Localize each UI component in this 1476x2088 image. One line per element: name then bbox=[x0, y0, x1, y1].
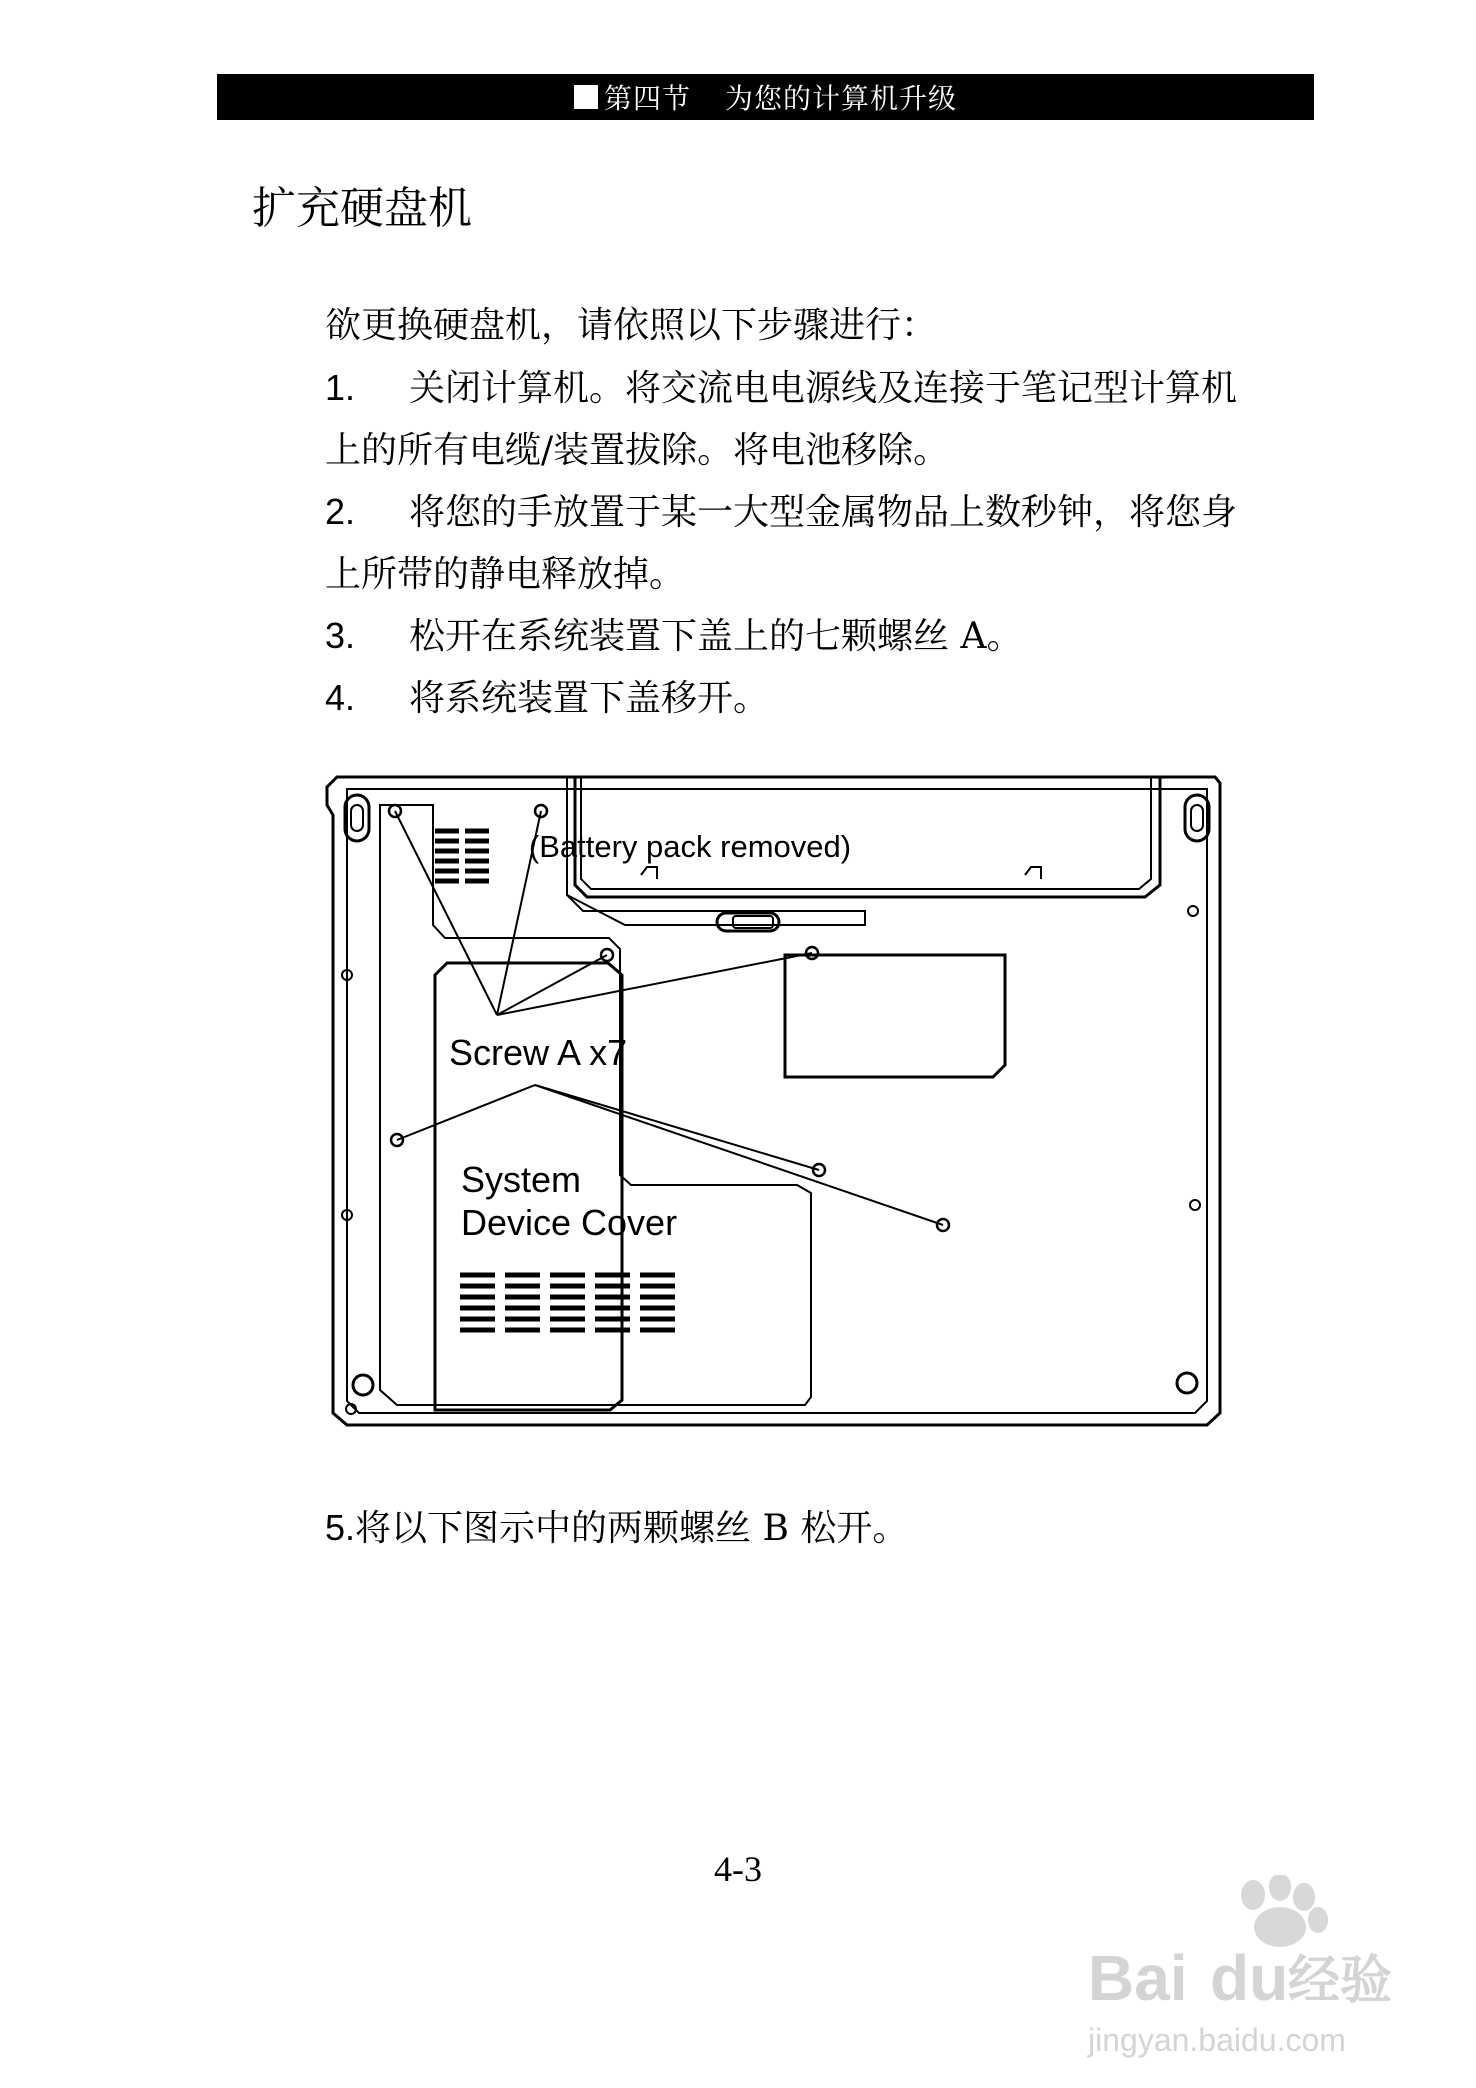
bottom-vents bbox=[460, 1275, 675, 1330]
step-text: 将以下图示中的两颗螺丝 B 松开。 bbox=[355, 1508, 909, 1549]
section-header-bar bbox=[217, 74, 1314, 120]
page-title: 扩充硬盘机 bbox=[252, 183, 472, 234]
screw-a-label: Screw A x7 bbox=[449, 1032, 628, 1073]
watermark-url: jingyan.baidu.com bbox=[1088, 2022, 1346, 2058]
step-number: 1. bbox=[325, 367, 356, 408]
intro-text: 欲更换硬盘机，请依照以下步骤进行： bbox=[325, 305, 938, 346]
hdd-panel bbox=[785, 955, 1005, 1077]
step-text-cont: 上的所有电缆/装置拔除。将电池移除。 bbox=[325, 430, 950, 471]
section-number: 第四节 bbox=[603, 82, 691, 115]
step-number: 5. bbox=[325, 1507, 356, 1548]
step-text: 将您的手放置于某一大型金属物品上数秒钟，将您身 bbox=[409, 492, 1238, 533]
watermark-brand-cn: 经验 bbox=[1288, 1952, 1393, 2010]
step-3 bbox=[325, 605, 1325, 668]
paw-icon bbox=[1241, 1875, 1328, 1947]
cover-label-line2: Device Cover bbox=[461, 1202, 678, 1243]
cover-label-line1: System bbox=[461, 1159, 582, 1200]
step-number: 3. bbox=[325, 615, 356, 656]
top-vents bbox=[435, 831, 489, 881]
page-number: 4-3 bbox=[714, 1849, 762, 1889]
section-title: 为您的计算机升级 bbox=[725, 82, 958, 115]
step-text-cont: 上所带的静电释放掉。 bbox=[325, 554, 686, 595]
watermark-brand-du: du bbox=[1210, 1942, 1289, 2014]
step-number: 2. bbox=[325, 491, 356, 532]
step-text: 松开在系统装置下盖上的七颗螺丝 A。 bbox=[409, 616, 1023, 657]
step-text: 将系统装置下盖移开。 bbox=[409, 678, 770, 719]
laptop-bottom-diagram bbox=[325, 775, 1230, 1427]
step-1 bbox=[325, 357, 1325, 482]
step-text: 关闭计算机。将交流电电源线及连接于笔记型计算机 bbox=[409, 368, 1238, 409]
battery-removed-label: (Battery pack removed) bbox=[528, 829, 852, 864]
step-5 bbox=[325, 1500, 908, 1551]
step-4 bbox=[325, 667, 1325, 730]
step-number: 4. bbox=[325, 677, 356, 718]
square-icon bbox=[574, 85, 598, 109]
watermark-brand: Bai bbox=[1088, 1942, 1188, 2014]
baidu-jingyan-watermark bbox=[1048, 1875, 1408, 2065]
step-2 bbox=[325, 481, 1325, 606]
